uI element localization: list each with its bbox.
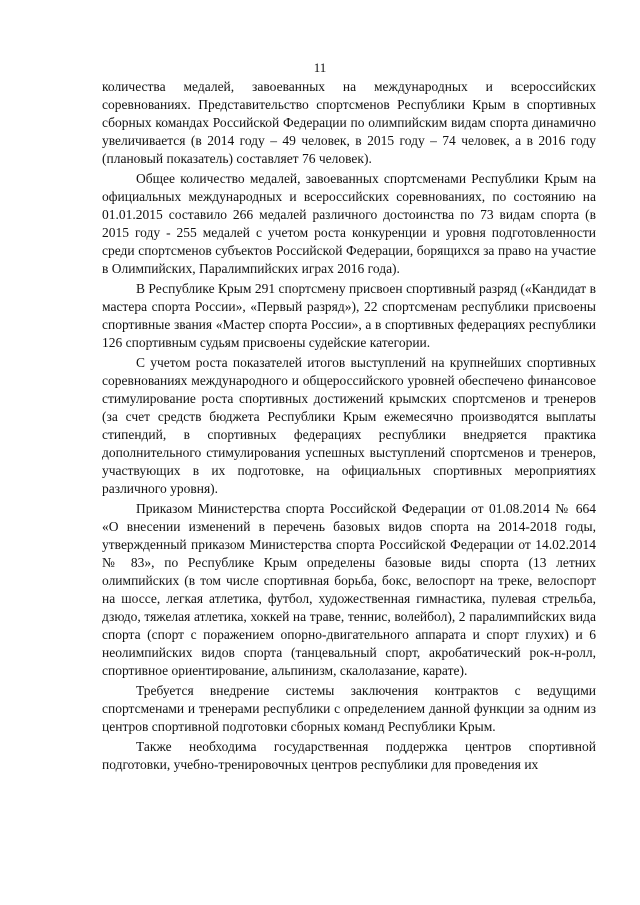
paragraph-contracts: Требуется внедрение системы заключения контрактов с ведущими спортсменами и тренерами республики с определением данной функции за одним из центров спортивной подготовки сборных команд Республики Крым.: [102, 683, 596, 734]
paragraph-ministry-order: Приказом Министерства спорта Российской Федерации от 01.08.2014 № 664 «О внесении изменений в перечень базовых видов спорта на 2014-2018 годы, утвержденный приказом Министерства спорта Российской Федерации от 14.02.2014 № 83», по Республике Крым определены базовые виды спорта (13 летних олимпийских (в том числе спортивная борьба, бокс, велоспорт на треке, велоспорт на шоссе, легкая атлетика, футбол, художественная гимнастика, пулевая стрельба, дзюдо, тяжелая атлетика, хоккей на траве, теннис, волейбол), 2 паралимпийских вида спорта (спорт с поражением опорно-двигательного аппарата и спорт глухих) и 6 неолимпийских видов спорта (танцевальный спорт, акробатический рок-н-ролл, спортивное ориентирование, альпинизм, скалолазание, карате).: [102, 501, 596, 678]
paragraph-continuation: количества медалей, завоеванных на международных и всероссийских соревнованиях. Представительство спортсменов Республики Крым в спортивных сборных командах Российской Федерации по олимпийским видам спорта динамично увеличивается (в 2014 году – 49 человек, в 2015 году – 74 человек, а в 2016 году (плановый показатель) составляет 76 человек).: [102, 79, 596, 166]
paragraph-medals-total: Общее количество медалей, завоеванных спортсменами Республики Крым на официальных международных и всероссийских соревнованиях, по состоянию на 01.01.2015 составило 266 медалей различного достоинства по 73 видам спорта (в 2015 году - 255 медалей с учетом роста конкуренции и уровня подготовленности среди спортсменов субъектов Российской Федерации, борящихся за право на участие в Олимпийских, Паралимпийских играх 2016 года).: [102, 171, 596, 276]
paragraph-sport-ranks: В Республике Крым 291 спортсмену присвоен спортивный разряд («Кандидат в мастера спорта России», «Первый разряд»), 22 спортсменам республики присвоены спортивные звания «Мастер спорта России», а в спортивных федерациях республики 126 спортивным судьям присвоены судейские категории.: [102, 281, 596, 350]
body-text: [102, 78, 596, 774]
paragraph-state-support: Также необходима государственная поддержка центров спортивной подготовки, учебно-тренировочных центров республики для проведения их: [102, 739, 596, 772]
page-number: 11: [313, 60, 327, 75]
paragraph-financial-incentives: С учетом роста показателей итогов выступлений на крупнейших спортивных соревнованиях международного и общероссийского уровней обеспечено финансовое стимулирование роста спортивных достижений крымских спортсменов и тренеров (за счет средств бюджета Республики Крым ежемесячно производятся выплаты стипендий, в спортивных федерациях республики внедряется практика дополнительного стимулирования успешных выступлений спортсменов и тренеров, участвующих в их подготовке, на официальных спортивных мероприятиях различного уровня).: [102, 355, 596, 496]
